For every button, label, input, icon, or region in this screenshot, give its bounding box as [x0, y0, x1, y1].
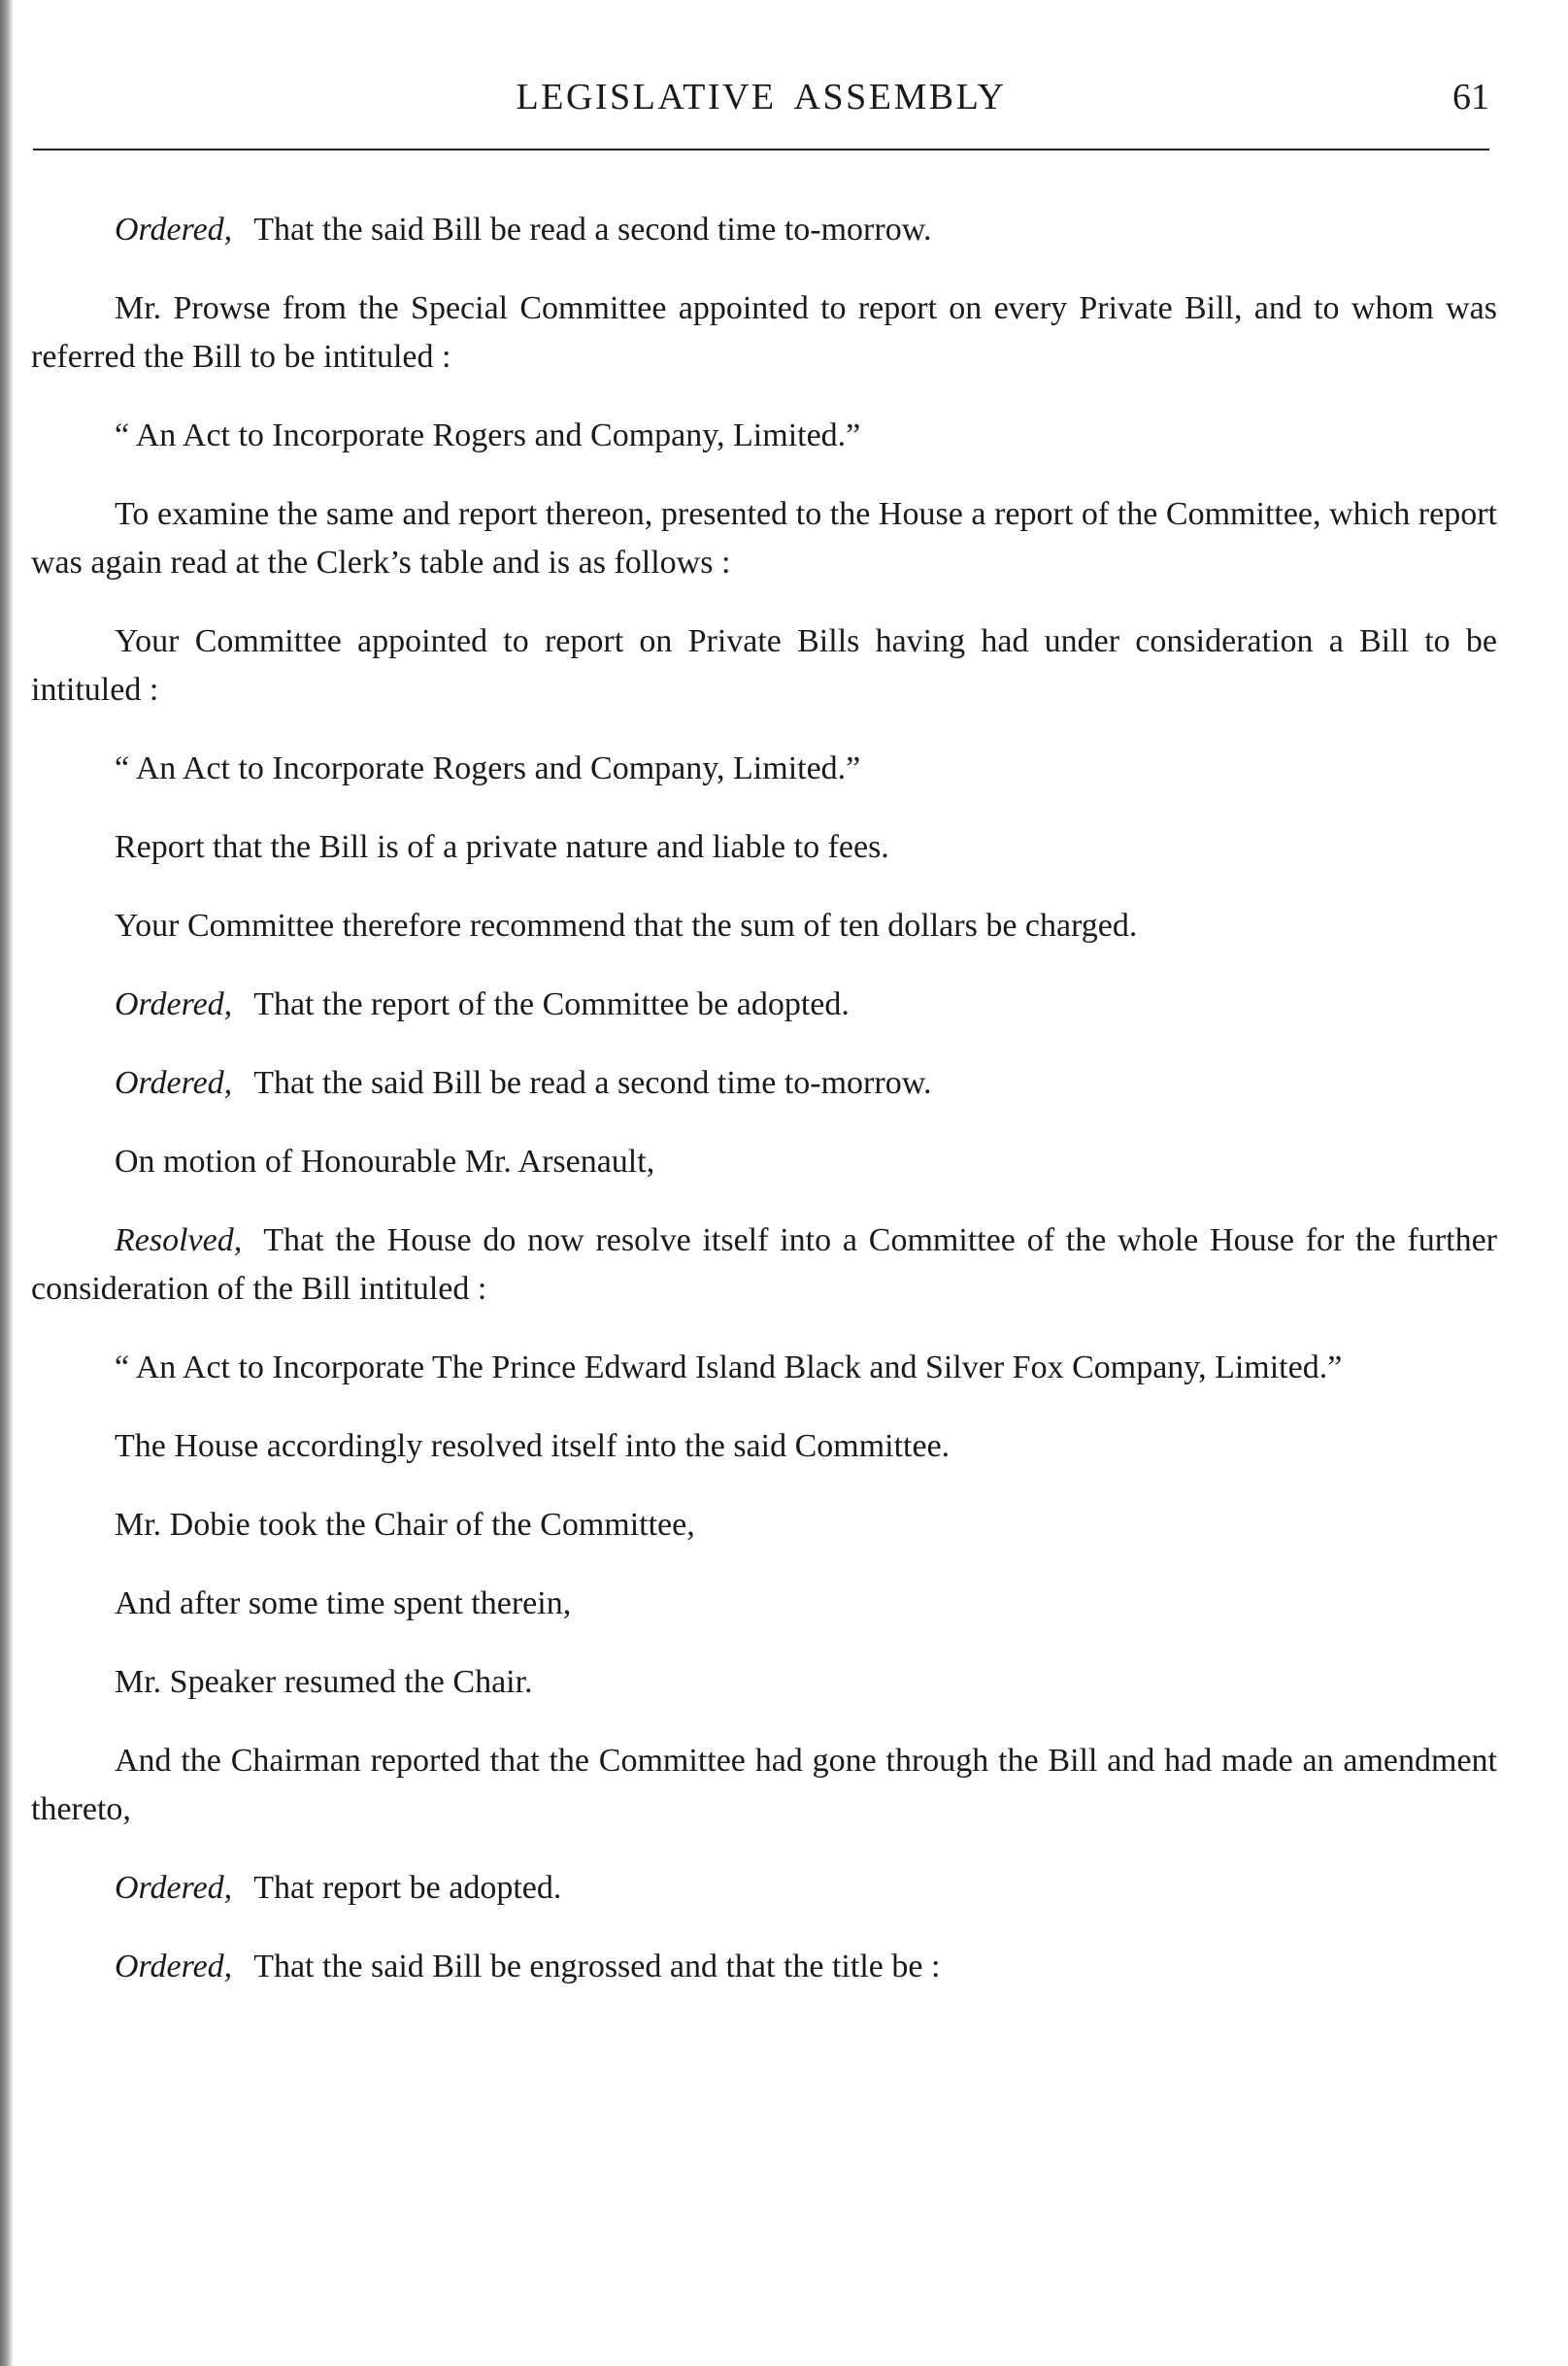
paragraph: [31, 902, 1497, 950]
paragraph-text: That the said Bill be read a second time to-morrow.: [253, 212, 932, 248]
page-number: 61: [1452, 77, 1489, 117]
paragraph-text: And the Chairman reported that the Committee had gone through the Bill and had made an amendment thereto,: [31, 1743, 1497, 1827]
paragraph-lead: Ordered,: [115, 1065, 233, 1101]
paragraph-text: “ An Act to Incorporate Rogers and Company, Limited.”: [115, 417, 861, 453]
paragraph-text: That the said Bill be engrossed and that the title be :: [253, 1949, 941, 1984]
paragraph: [31, 1658, 1497, 1707]
paragraph: [31, 490, 1497, 587]
paragraph-text: That the said Bill be read a second time to-morrow.: [253, 1065, 932, 1101]
paragraph-lead: Resolved,: [115, 1222, 243, 1258]
paragraph: [31, 981, 1497, 1029]
paragraph-lead: Ordered,: [115, 1870, 233, 1906]
page-body: [31, 206, 1497, 1991]
paragraph: [31, 1737, 1497, 1834]
page-header: [33, 68, 1489, 126]
paragraph: [31, 284, 1497, 382]
paragraph: [31, 1943, 1497, 1991]
paragraph-text: Mr. Speaker resumed the Chair.: [115, 1664, 533, 1700]
paragraph: [31, 745, 1497, 793]
paragraph: [31, 617, 1497, 715]
paragraph: [31, 1864, 1497, 1913]
paragraph: [31, 823, 1497, 872]
paragraph-text: To examine the same and report thereon, presented to the House a report of the Committee, which report was again read at the Clerk’s table and is as follows :: [31, 496, 1497, 581]
paragraph: [31, 206, 1497, 254]
paragraph: [31, 1501, 1497, 1550]
paragraph-text: The House accordingly resolved itself into the said Committee.: [115, 1428, 951, 1464]
paragraph: [31, 1580, 1497, 1628]
paragraph: [31, 1344, 1497, 1392]
paragraph-lead: Ordered,: [115, 212, 233, 248]
paragraph-lead: Ordered,: [115, 1949, 233, 1984]
paragraph: [31, 412, 1497, 460]
paragraph-text: That the House do now resolve itself into a Committee of the whole House for the further consideration of the Bill intituled :: [31, 1222, 1497, 1307]
paragraph-text: Your Committee therefore recommend that the sum of ten dollars be charged.: [115, 908, 1138, 944]
paragraph-text: “ An Act to Incorporate The Prince Edward Island Black and Silver Fox Company, Limited.”: [115, 1350, 1343, 1385]
paragraph: [31, 1138, 1497, 1186]
paragraph-text: Your Committee appointed to report on Private Bills having had under consideration a Bill to be intituled :: [31, 623, 1497, 708]
paragraph: [31, 1059, 1497, 1108]
paragraph-text: And after some time spent therein,: [115, 1585, 572, 1621]
paragraph-text: That the report of the Committee be adopted.: [253, 986, 850, 1022]
paragraph-text: On motion of Honourable Mr. Arsenault,: [115, 1144, 655, 1180]
paragraph-text: Mr. Dobie took the Chair of the Committee,: [115, 1507, 695, 1543]
paragraph: [31, 1422, 1497, 1471]
paragraph-text: Mr. Prowse from the Special Committee appointed to report on every Private Bill, and to whom was referred the Bill to be intituled :: [31, 290, 1497, 375]
paragraph-text: That report be adopted.: [253, 1870, 562, 1906]
running-head: LEGISLATIVE ASSEMBLY: [516, 77, 1007, 117]
paragraph: [31, 1216, 1497, 1314]
paragraph-lead: Ordered,: [115, 986, 233, 1022]
header-rule: [33, 149, 1489, 150]
paragraph-text: “ An Act to Incorporate Rogers and Company, Limited.”: [115, 750, 861, 786]
paragraph-text: Report that the Bill is of a private nature and liable to fees.: [115, 829, 889, 865]
page-spine-shadow: [0, 0, 14, 2366]
